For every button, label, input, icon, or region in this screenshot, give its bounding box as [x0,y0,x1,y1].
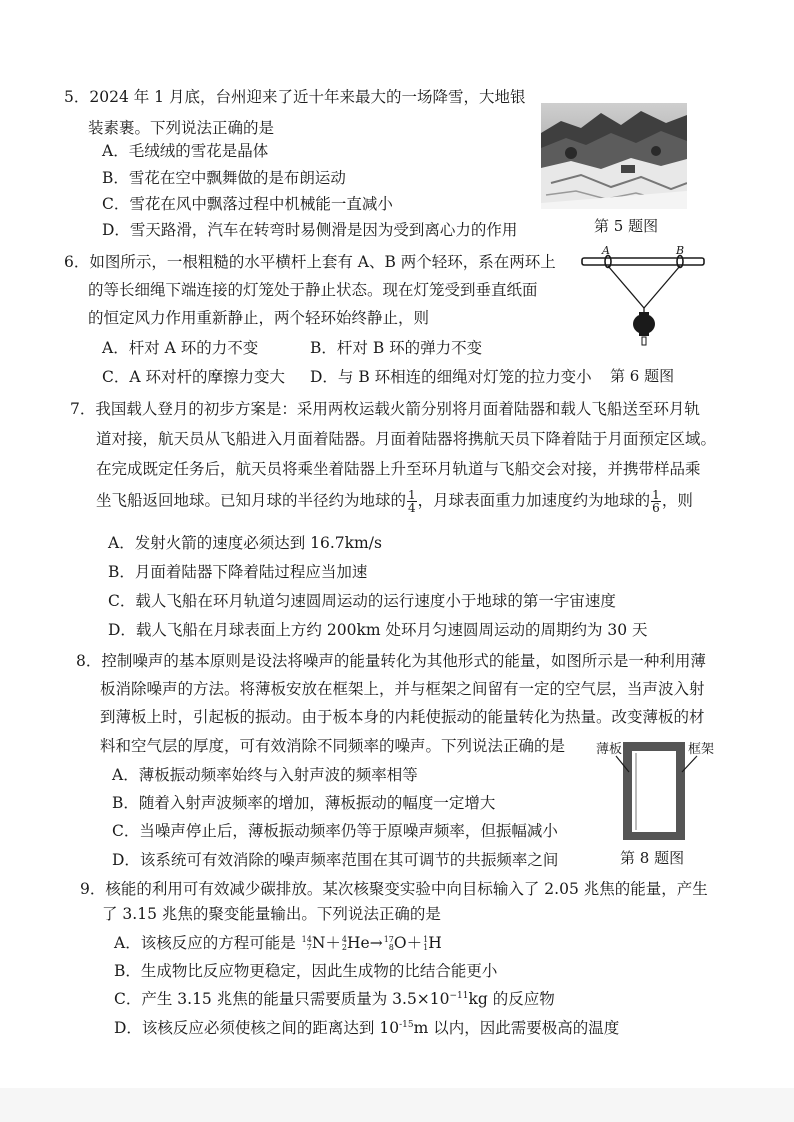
q7-stem-line2: 道对接，航天员从飞船进入月面着陆器。月面着陆器将携航天员下降着陆于月面预定区域。 [96,430,717,448]
q9-option-a [114,933,442,953]
he-atomic-number: 2 [341,943,347,952]
plus-sign-2: ＋ [406,934,423,952]
page-footer-band [0,1088,794,1122]
lantern-figure [578,244,708,362]
q9-stem-line2: 了 3.15 兆焦的聚变能量输出。下列说法正确的是 [102,905,441,923]
ring-b-label: B [676,244,685,257]
plate-label: 薄板 [596,742,623,757]
frame-label: 框架 [688,742,715,757]
q7-option-d: D．载人飞船在月球表面上方约 200km 处环月匀速圆周运动的周期约为 30 天 [108,621,648,639]
q9-option-c [114,989,555,1009]
nitrogen-symbol: N [311,934,326,952]
helium-symbol: He [346,934,370,952]
oxygen-isotope-numbers [384,936,394,952]
h-atomic-number: 1 [423,943,429,952]
q8-option-a: A．薄板振动频率始终与入射声波的频率相等 [112,766,418,784]
q9-option-c-unit: kg 的反应物 [468,990,555,1008]
q8-stem-line4: 料和空气层的厚度，可有效消除不同频率的噪声。下列说法正确的是 [100,737,566,755]
frac1-denominator: 4 [408,501,416,515]
q8-option-d: D．该系统可有效消除的噪声频率范围在其可调节的共振频率之间 [112,851,559,869]
q6-option-c: C．A 环对杆的摩擦力变大 [102,368,285,386]
q9-option-a-text: A．该核反应的方程可能是 [114,934,301,952]
q7-option-b: B．月面着陆器下降着陆过程应当加速 [108,563,368,581]
plate-frame-figure [596,732,736,844]
snow-photo [541,103,687,209]
exponent-minus-11: −11 [449,990,469,1001]
q9-option-d [114,1018,619,1038]
plus-sign: ＋ [325,934,341,952]
q6-option-b: B．杆对 B 环的弹力不变 [310,339,483,357]
q5-stem-line2: 装素裹。下列说法正确的是 [88,119,275,137]
hydrogen-symbol: H [428,934,442,952]
q5-figure-caption: 第 5 题图 [594,217,659,235]
ring-a-label: A [602,244,610,257]
q8-option-b: B．随着入射声波频率的增加，薄板振动的幅度一定增大 [112,794,496,812]
q7-stem-line1: 7．我国载人登月的初步方案是：采用两枚运载火箭分别将月面着陆器和载人飞船送至环月轨 [70,400,700,418]
he-mass-number: 4 [341,935,347,944]
frac2-numerator: 1 [652,488,660,502]
q6-stem-line3: 的恒定风力作用重新静止，两个轻环始终静止，则 [88,309,430,327]
q7-line4-part1: 坐飞船返回地球。已知月球的半径约为地球的 [96,491,407,510]
q6-stem-line2: 的等长细绳下端连接的灯笼处于静止状态。现在灯笼受到垂直纸面 [88,281,538,299]
q9-stem-line1: 9．核能的利用可有效减少碳排放。某次核聚变实验中向目标输入了 2.05 兆焦的能量，产生 [80,880,708,898]
q9-option-d-tail: m 以内，因此需要极高的温度 [413,1019,620,1037]
q7-stem-line4 [96,489,693,514]
q6-option-a: A．杆对 A 环的力不变 [102,339,259,357]
q8-option-c: C．当噪声停止后，薄板振动频率仍等于原噪声频率，但振幅减小 [112,822,558,840]
q6-option-d: D．与 B 环相连的细绳对灯笼的拉力变小 [310,368,592,386]
frac1-numerator: 1 [408,488,416,502]
oxygen-symbol: O [393,934,407,952]
q5-option-d: D．雪天路滑，汽车在转弯时易侧滑是因为受到离心力的作用 [102,221,518,239]
q9-option-d-text: D．该核反应必须使核之间的距离达到 10 [114,1019,400,1037]
q5-option-c: C．雪花在风中飘落过程中机械能一直减小 [102,195,393,213]
q7-line4-part2: ，月球表面重力加速度约为地球的 [417,491,651,510]
q5-option-a: A．毛绒绒的雪花是晶体 [102,142,269,160]
exponent-minus-15: -15 [399,1019,414,1030]
q8-stem-line3: 到薄板上时，引起板的振动。由于板本身的内耗使振动的能量转化为热量。改变薄板的材 [100,708,705,726]
o-atomic-number: 8 [388,943,394,952]
o-mass-number: 17 [383,935,394,944]
q8-figure-caption: 第 8 题图 [620,849,685,867]
q5-stem-line1: 5．2024 年 1 月底，台州迎来了近十年来最大的一场降雪，大地银 [64,88,526,106]
q7-option-c: C．载人飞船在环月轨道匀速圆周运动的运行速度小于地球的第一宇宙速度 [108,592,616,610]
q7-option-a: A．发射火箭的速度必须达到 16.7km/s [108,534,382,552]
n-atomic-number: 7 [306,943,312,952]
reaction-arrow: → [369,934,383,952]
q6-stem-line1: 6．如图所示，一根粗糙的水平横杆上套有 A、B 两个轻环，系在两环上 [64,253,556,271]
fraction-one-sixth [651,489,661,514]
nitrogen-isotope-numbers [302,936,312,952]
q8-stem-line1: 8．控制噪声的基本原则是设法将噪声的能量转化为其他形式的能量，如图所示是一种利用薄 [76,652,706,670]
q5-option-b: B．雪花在空中飘舞做的是布朗运动 [102,169,346,187]
q9-option-b: B．生成物比反应物更稳定，因此生成物的比结合能更小 [114,962,498,980]
q7-line4-part3: ，则 [661,491,693,510]
fraction-one-quarter [407,489,417,514]
n-mass-number: 14 [301,935,312,944]
q9-option-c-text: C．产生 3.15 兆焦的能量只需要质量为 3.5×10 [114,990,450,1008]
frac2-denominator: 6 [652,501,660,515]
q6-figure-caption: 第 6 题图 [610,367,675,385]
q8-stem-line2: 板消除噪声的方法。将薄板安放在框架上，并与框架之间留有一定的空气层，当声波入射 [100,680,705,698]
h-mass-number: 1 [423,935,429,944]
q7-stem-line3: 在完成既定任务后，航天员将乘坐着陆器上升至环月轨道与飞船交会对接，并携带样品乘 [96,460,701,478]
